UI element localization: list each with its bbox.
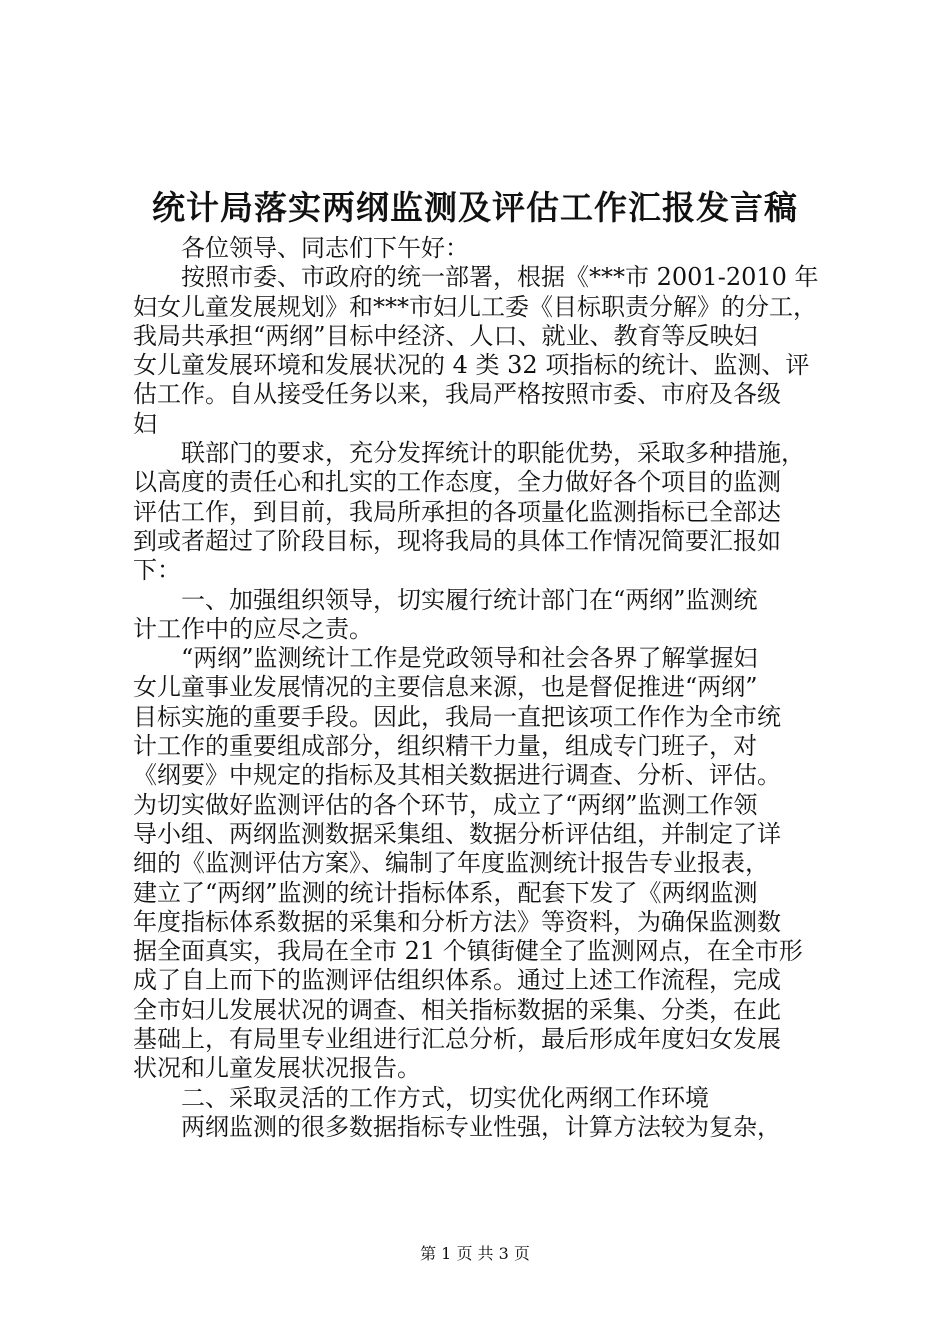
- body-line: 成了自上而下的监测评估组织体系。通过上述工作流程，完成: [133, 966, 781, 995]
- body-line: 二、采取灵活的工作方式，切实优化两纲工作环境: [133, 1083, 709, 1112]
- body-line: 导小组、两纲监测数据采集组、数据分析评估组，并制定了详: [133, 819, 781, 848]
- body-line: 为切实做好监测评估的各个环节，成立了“两纲”监测工作领: [133, 790, 758, 819]
- body-line: 按照市委、市政府的统一部署，根据《***市 2001-2010 年: [133, 263, 819, 292]
- body-line: 计工作中的应尽之责。: [133, 614, 373, 643]
- body-line: 下：: [133, 556, 181, 585]
- body-line: 估工作。自从接受任务以来，我局严格按照市委、市府及各级: [133, 380, 781, 409]
- body-line: 目标实施的重要手段。因此，我局一直把该项工作作为全市统: [133, 702, 781, 731]
- body-line: 年度指标体系数据的采集和分析方法》等资料，为确保监测数: [133, 907, 781, 936]
- document-title: 统计局落实两纲监测及评估工作汇报发言稿: [152, 188, 798, 227]
- body-line: 《纲要》中规定的指标及其相关数据进行调查、分析、评估。: [133, 761, 781, 790]
- body-line: 据全面真实，我局在全市 21 个镇街健全了监测网点，在全市形: [133, 937, 803, 966]
- body-line: 一、加强组织领导，切实履行统计部门在“两纲”监测统: [133, 585, 758, 614]
- body-line: 女儿童发展环境和发展状况的 4 类 32 项指标的统计、监测、评: [133, 351, 810, 380]
- body-line: 我局共承担“两纲”目标中经济、人口、就业、教育等反映妇: [133, 321, 758, 350]
- document-body: [133, 234, 841, 1142]
- body-line: 各位领导、同志们下午好：: [133, 234, 469, 262]
- body-line: 计工作的重要组成部分，组织精干力量，组成专门班子，对: [133, 732, 757, 761]
- body-line: 基础上，有局里专业组进行汇总分析，最后形成年度妇女发展: [133, 1025, 781, 1054]
- body-line: “两纲”监测统计工作是党政领导和社会各界了解掌握妇: [133, 644, 758, 673]
- body-line: 细的《监测评估方案》、编制了年度监测统计报告专业报表，: [133, 849, 769, 878]
- body-line: 以高度的责任心和扎实的工作态度，全力做好各个项目的监测: [133, 468, 781, 497]
- body-line: 全市妇儿发展状况的调查、相关指标数据的采集、分类，在此: [133, 995, 781, 1024]
- body-line: 到或者超过了阶段目标，现将我局的具体工作情况简要汇报如: [133, 526, 781, 555]
- body-line: 妇女儿童发展规划》和***市妇儿工委《目标职责分解》的分工，: [133, 292, 817, 321]
- body-line: 评估工作，到目前，我局所承担的各项量化监测指标已全部达: [133, 497, 781, 526]
- body-line: 建立了“两纲”监测的统计指标体系，配套下发了《两纲监测: [133, 878, 758, 907]
- body-line: 联部门的要求，充分发挥统计的职能优势，采取多种措施，: [133, 439, 805, 468]
- body-line: 妇: [133, 409, 157, 438]
- page-footer: 第 1 页 共 3 页: [420, 1244, 530, 1263]
- body-line: 女儿童事业发展情况的主要信息来源，也是督促推进“两纲”: [133, 673, 758, 702]
- body-line: 状况和儿童发展状况报告。: [133, 1054, 421, 1083]
- body-line: 两纲监测的很多数据指标专业性强，计算方法较为复杂，: [133, 1112, 781, 1141]
